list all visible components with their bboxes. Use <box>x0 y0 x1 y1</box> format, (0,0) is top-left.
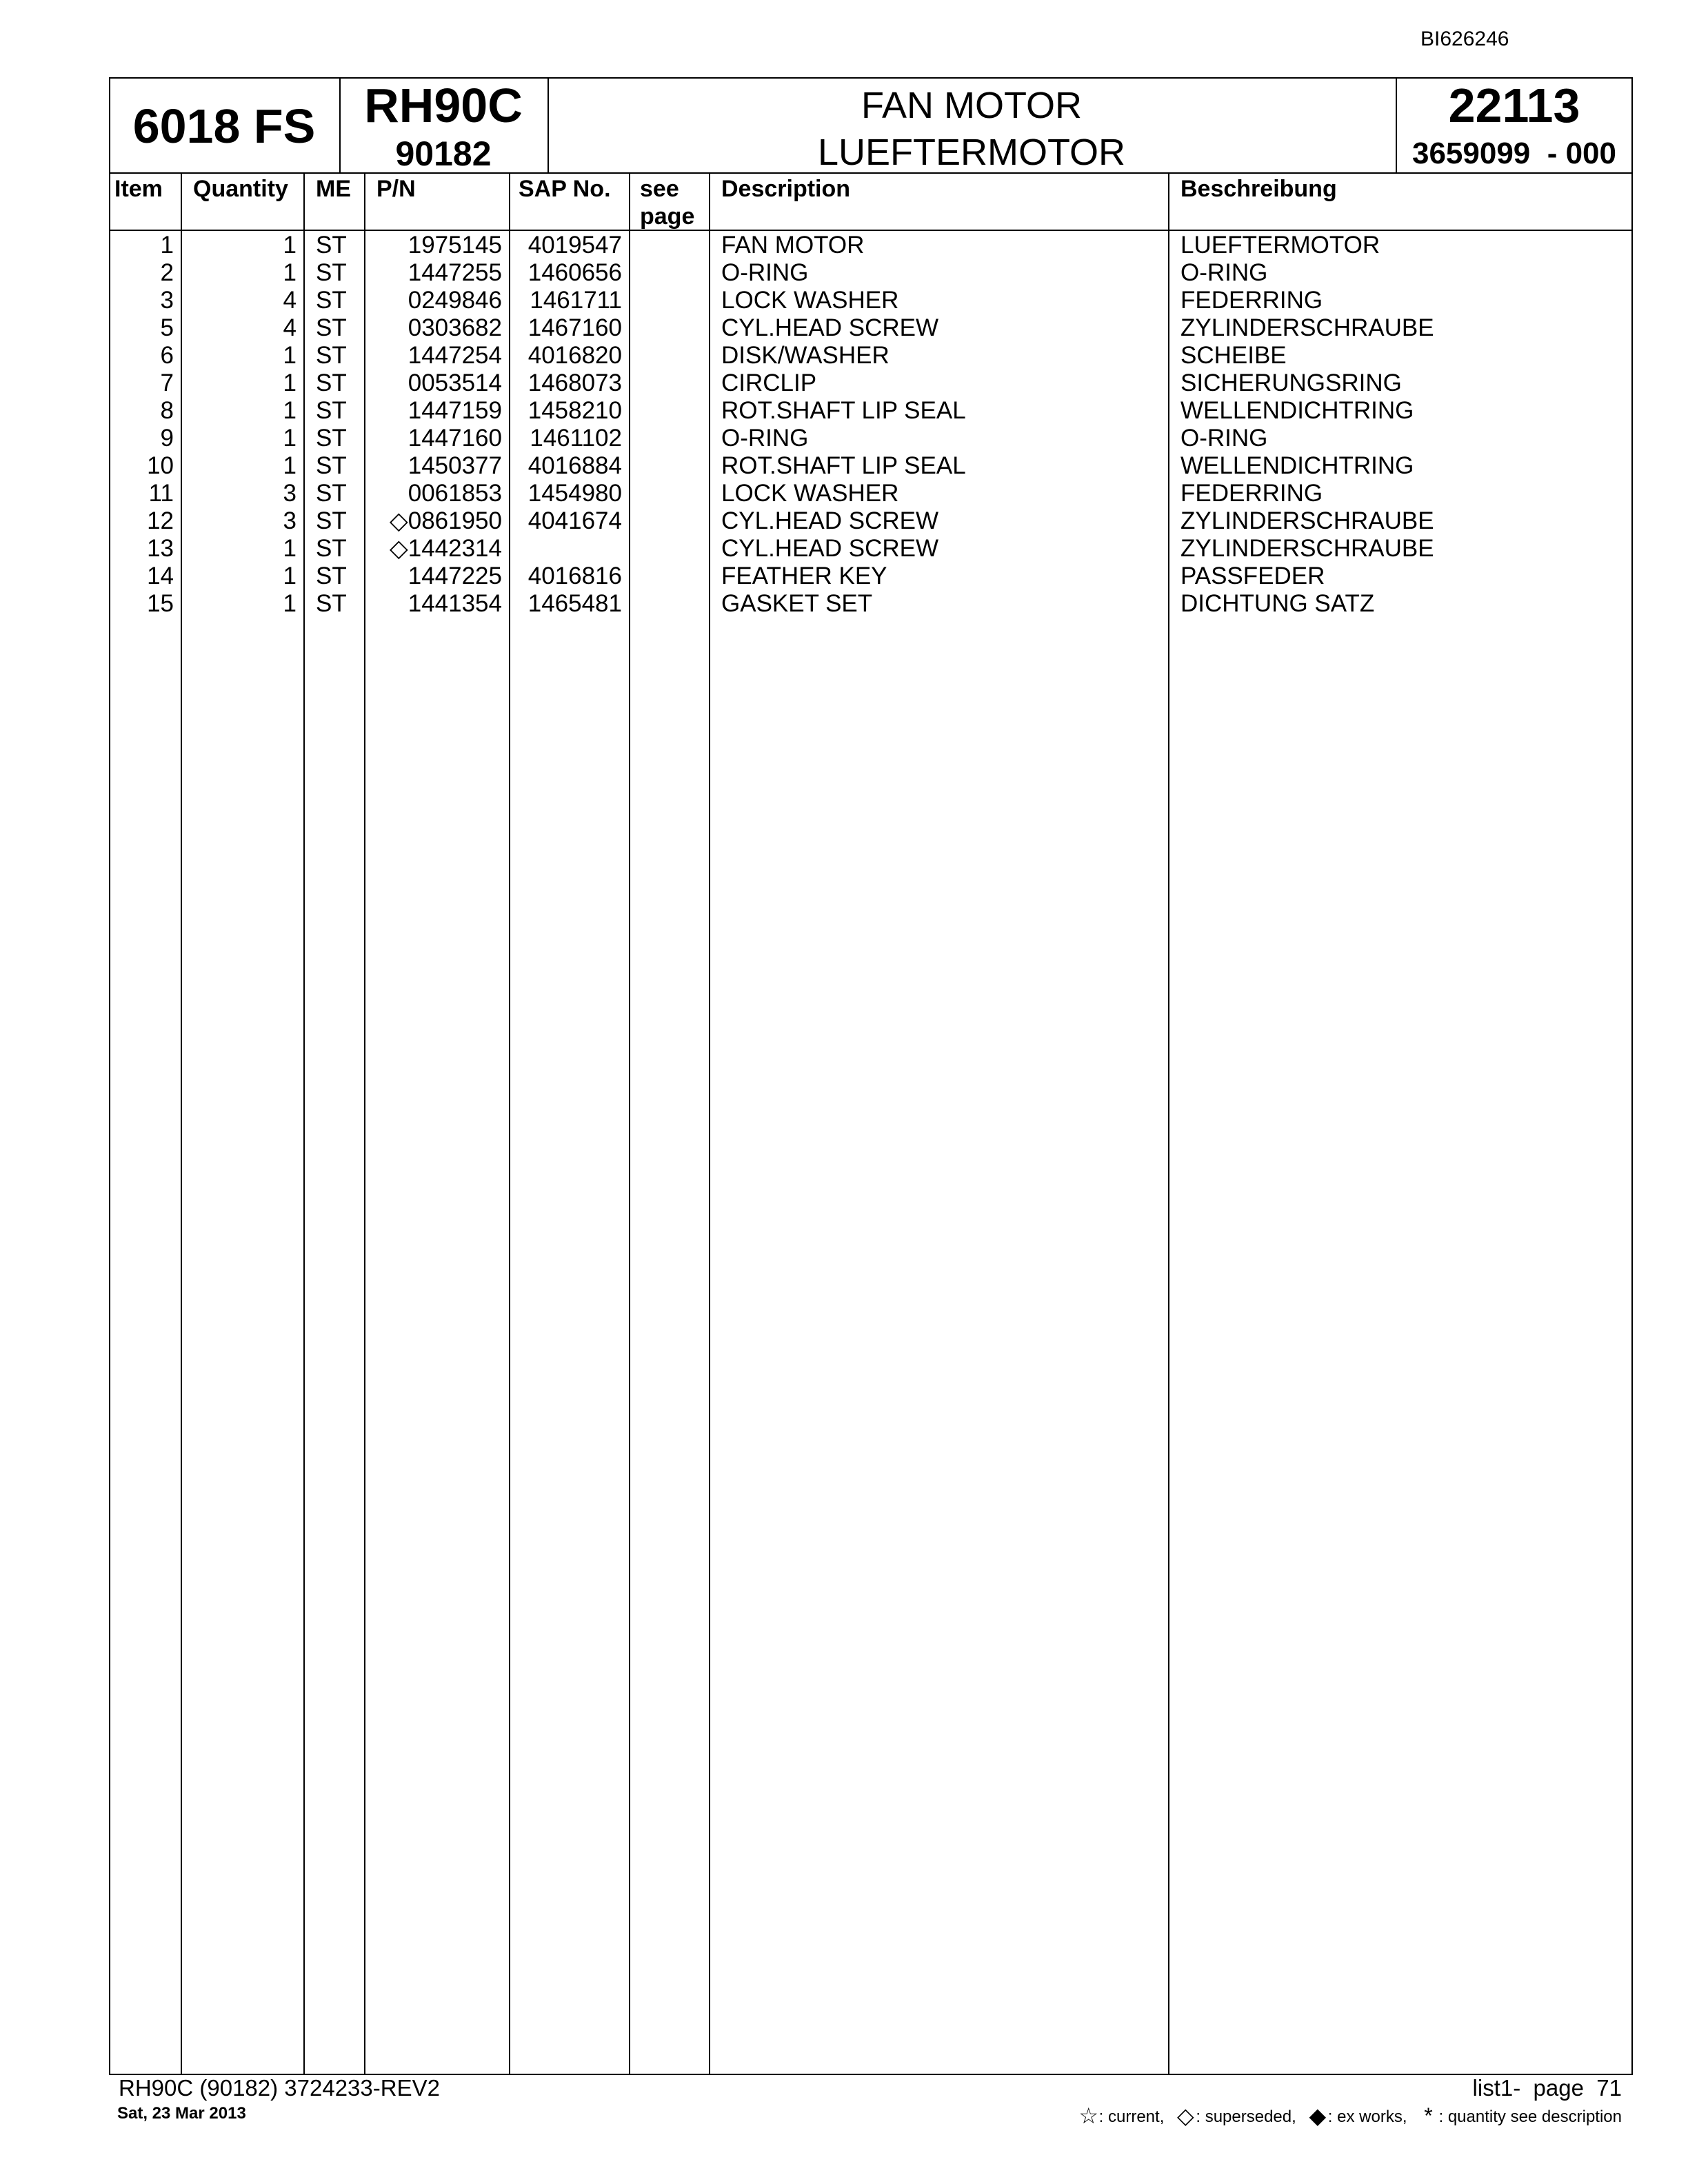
cell-quantity: 1 <box>283 425 297 452</box>
col-header-item: Item <box>114 176 163 202</box>
column-separator <box>629 172 630 2075</box>
cell-me: ST <box>316 563 347 589</box>
cell-sap: 1468073 <box>528 370 622 396</box>
cell-sap: 1458210 <box>528 397 622 424</box>
cell-description: O-RING <box>721 259 809 286</box>
cell-me: ST <box>316 314 347 341</box>
cell-item: 9 <box>160 425 174 452</box>
footer-doc-ref: RH90C (90182) 3724233-REV2 <box>119 2075 440 2101</box>
cell-description: CYL.HEAD SCREW <box>721 535 939 562</box>
cell-me: ST <box>316 232 347 259</box>
cell-sap: 1467160 <box>528 314 622 341</box>
cell-description: O-RING <box>721 425 809 452</box>
column-separator <box>364 172 365 2075</box>
cell-quantity: 1 <box>283 342 297 369</box>
cell-item: 2 <box>160 259 174 286</box>
col-header-me: ME <box>316 176 351 202</box>
cell-pn: 1450377 <box>408 452 502 479</box>
machine-code: 6018 FS <box>132 99 316 153</box>
cell-sap: 1460656 <box>528 259 622 286</box>
cell-sap: 4016884 <box>528 452 622 479</box>
cell-quantity: 1 <box>283 259 297 286</box>
cell-me: ST <box>316 507 347 534</box>
cell-sap: 1461102 <box>530 425 622 452</box>
cell-me: ST <box>316 287 347 314</box>
cell-pn: ◇0861950 <box>389 507 502 534</box>
legend-text: : ex works, <box>1327 2107 1407 2126</box>
cell-sap: 4019547 <box>528 232 622 259</box>
cell-beschreibung: ZYLINDERSCHRAUBE <box>1180 314 1434 341</box>
cell-me: ST <box>316 370 347 396</box>
cell-quantity: 1 <box>283 452 297 479</box>
title-english: FAN MOTOR <box>861 85 1083 126</box>
cell-pn: 1447159 <box>408 397 502 424</box>
col-header-sap: SAP No. <box>519 176 611 202</box>
column-separator <box>509 172 510 2075</box>
cell-sap: 4016816 <box>528 563 622 589</box>
col-header-pn: P/N <box>376 176 416 202</box>
footer-legend <box>1078 2103 1633 2129</box>
cell-me: ST <box>316 535 347 562</box>
cell-item: 12 <box>147 507 174 534</box>
cell-sap: 1465481 <box>528 590 622 617</box>
cell-description: CYL.HEAD SCREW <box>721 507 939 534</box>
cell-description: CIRCLIP <box>721 370 817 396</box>
cell-item: 10 <box>147 452 174 479</box>
cell-item: 7 <box>160 370 174 396</box>
cell-description: CYL.HEAD SCREW <box>721 314 939 341</box>
cell-quantity: 4 <box>283 287 297 314</box>
cell-sap: 1461711 <box>530 287 622 314</box>
cell-beschreibung: WELLENDICHTRING <box>1180 397 1414 424</box>
cell-quantity: 1 <box>283 397 297 424</box>
legend-text: : quantity see description <box>1438 2107 1622 2126</box>
legend-text: : current, <box>1098 2107 1165 2126</box>
cell-sap: 4016820 <box>528 342 622 369</box>
cell-description: ROT.SHAFT LIP SEAL <box>721 452 966 479</box>
cell-me: ST <box>316 452 347 479</box>
title-german: LUEFTERMOTOR <box>817 132 1126 173</box>
cell-pn: 1447254 <box>408 342 502 369</box>
cell-beschreibung: ZYLINDERSCHRAUBE <box>1180 535 1434 562</box>
column-separator <box>181 172 182 2075</box>
cell-me: ST <box>316 590 347 617</box>
cell-pn: 0249846 <box>408 287 502 314</box>
cell-beschreibung: PASSFEDER <box>1180 563 1325 589</box>
cell-quantity: 1 <box>283 535 297 562</box>
model-name: RH90C <box>364 79 523 132</box>
cell-item: 13 <box>147 535 174 562</box>
col-header-beschreibung: Beschreibung <box>1180 176 1337 202</box>
cell-pn: 1447225 <box>408 563 502 589</box>
cell-quantity: 3 <box>283 480 297 507</box>
cell-quantity: 1 <box>283 370 297 396</box>
group-number: 22113 <box>1448 79 1580 132</box>
star-outline-icon: ☆ <box>1078 2103 1098 2128</box>
cell-beschreibung: FEDERRING <box>1180 480 1323 507</box>
cell-beschreibung: SICHERUNGSRING <box>1180 370 1402 396</box>
footer-date: Sat, 23 Mar 2013 <box>117 2104 246 2123</box>
cell-item: 6 <box>160 342 174 369</box>
column-header-divider <box>109 230 1633 231</box>
cell-me: ST <box>316 425 347 452</box>
cell-me: ST <box>316 342 347 369</box>
cell-beschreibung: ZYLINDERSCHRAUBE <box>1180 507 1434 534</box>
diamond-filled-icon: ◆ <box>1309 2103 1327 2128</box>
cell-description: DISK/WASHER <box>721 342 890 369</box>
cell-quantity: 1 <box>283 590 297 617</box>
cell-item: 3 <box>160 287 174 314</box>
document-id: BI626246 <box>1420 28 1509 50</box>
cell-sap: 1454980 <box>528 480 622 507</box>
cell-item: 14 <box>147 563 174 589</box>
cell-description: GASKET SET <box>721 590 873 617</box>
cell-beschreibung: DICHTUNG SATZ <box>1180 590 1375 617</box>
cell-pn: 1975145 <box>408 232 502 259</box>
cell-description: ROT.SHAFT LIP SEAL <box>721 397 966 424</box>
diamond-outline-icon: ◇ <box>1177 2103 1194 2128</box>
legend-text: : superseded, <box>1196 2107 1296 2126</box>
cell-beschreibung: WELLENDICHTRING <box>1180 452 1414 479</box>
cell-me: ST <box>316 397 347 424</box>
cell-beschreibung: O-RING <box>1180 425 1268 452</box>
cell-pn: 0061853 <box>408 480 502 507</box>
model-number: 90182 <box>395 134 492 173</box>
footer-page: list1- page 71 <box>1472 2075 1622 2101</box>
cell-sap: 4041674 <box>528 507 622 534</box>
cell-beschreibung: O-RING <box>1180 259 1268 286</box>
cell-beschreibung: LUEFTERMOTOR <box>1180 232 1380 259</box>
cell-quantity: 1 <box>283 232 297 259</box>
cell-beschreibung: FEDERRING <box>1180 287 1323 314</box>
col-header-description: Description <box>721 176 851 202</box>
cell-description: LOCK WASHER <box>721 287 899 314</box>
cell-description: FAN MOTOR <box>721 232 865 259</box>
col-header-quantity: Quantity <box>193 176 288 202</box>
col-header-page: page <box>640 203 695 230</box>
cell-me: ST <box>316 480 347 507</box>
cell-pn: ◇1442314 <box>389 535 502 562</box>
cell-item: 11 <box>148 480 174 507</box>
col-header-see: see <box>640 176 679 202</box>
cell-pn: 0053514 <box>408 370 502 396</box>
cell-description: LOCK WASHER <box>721 480 899 507</box>
cell-me: ST <box>316 259 347 286</box>
column-separator <box>1168 172 1169 2075</box>
cell-pn: 1447255 <box>408 259 502 286</box>
column-separator <box>709 172 710 2075</box>
cell-item: 15 <box>147 590 174 617</box>
cell-quantity: 1 <box>283 563 297 589</box>
part-reference: 3659099 - 000 <box>1411 136 1617 170</box>
cell-item: 1 <box>160 232 174 259</box>
cell-quantity: 4 <box>283 314 297 341</box>
cell-pn: 1447160 <box>408 425 502 452</box>
cell-beschreibung: SCHEIBE <box>1180 342 1287 369</box>
asterisk-icon: * <box>1424 2103 1433 2128</box>
cell-description: FEATHER KEY <box>721 563 887 589</box>
cell-item: 8 <box>160 397 174 424</box>
column-separator <box>303 172 305 2075</box>
cell-item: 5 <box>160 314 174 341</box>
cell-pn: 0303682 <box>408 314 502 341</box>
cell-quantity: 3 <box>283 507 297 534</box>
cell-pn: 1441354 <box>408 590 502 617</box>
